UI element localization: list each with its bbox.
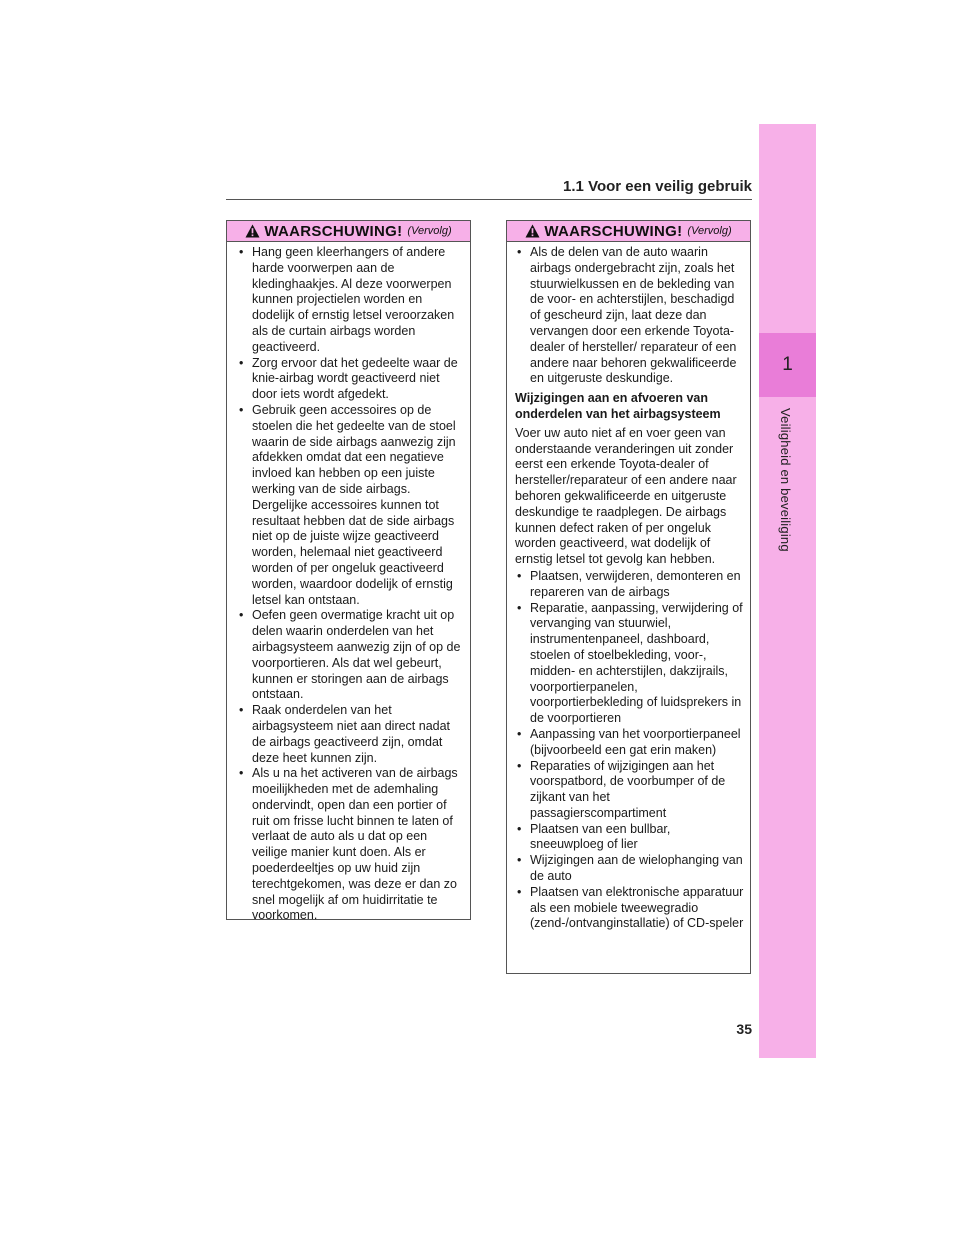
list-item: • Reparatie, aanpassing, verwijdering of vervanging van stuurwiel, instrumentenpaneel, dashboard, stoelen of stoelbekleding, voor-, midden- en achterstijlen, dakzijrails, voorportierpanelen, voorportierbekleding of luidsprekers in de voorportieren: [515, 601, 746, 727]
warning-triangle-icon: [245, 224, 260, 238]
list-item: • Plaatsen van elektronische apparatuur als een mobiele tweewegradio (zend-/ontvanginstallatie) of CD-speler: [515, 885, 746, 932]
body-paragraph: Voer uw auto niet af en voer geen van onderstaande veranderingen uit zonder eerst een erkende Toyota-dealer of hersteller/reparateur of een andere naar behoren gekwalificeerde en uitgeruste deskundige te raadplegen. De airbags kunnen defect raken of per ongeluk worden geactiveerd, wat dodelijk of ernstig letsel tot gevolg kan hebben.: [515, 425, 737, 567]
list-item: • Oefen geen overmatige kracht uit op delen waarin onderdelen van het airbagsysteem aanwezig zijn of op de voorportieren. Als dat wel gebeurt, kunnen er storingen aan de airbags ontstaan.: [237, 608, 464, 703]
warning-box-left: [226, 220, 471, 923]
list-item: • Reparaties of wijzigingen aan het voorspatbord, de voorbumper of de zijkant van het passagierscompartiment: [515, 759, 746, 822]
list-item: • Plaatsen van een bullbar, sneeuwploeg of lier: [515, 822, 746, 854]
list-item: • Zorg ervoor dat het gedeelte waar de knie-airbag wordt geactiveerd niet door iets wordt afgedekt.: [237, 356, 464, 403]
warning-title: WAARSCHUWING!: [544, 222, 683, 240]
warning-box-right: [506, 220, 751, 974]
warning-body: [507, 242, 750, 936]
list-item: • Wijzigingen aan de wielophanging van de auto: [515, 853, 746, 885]
section-header-title: 1.1 Voor een veilig gebruik: [563, 178, 752, 195]
warning-header: [507, 221, 750, 242]
list-item: • Als de delen van de auto waarin airbags ondergebracht zijn, zoals het stuurwielkussen en de bekleding van de voor- en achterstijlen, beschadigd of gescheurd zijn, laat deze dan vervangen door een erkende Toyota-dealer of hersteller/ reparateur of een andere naar behoren gekwalificeerde en uitgeruste deskundige.: [515, 245, 746, 387]
section-subheading: Wijzigingen aan en afvoeren van onderdelen van het airbagsysteem: [515, 391, 721, 421]
chapter-side-tab: [759, 124, 816, 1058]
warning-continued: (Vervolg): [407, 225, 452, 237]
list-item: • Aanpassing van het voorportierpaneel (bijvoorbeeld een gat erin maken): [515, 727, 746, 759]
warning-title: WAARSCHUWING!: [264, 222, 403, 240]
chapter-label: Veiligheid en beveiliging: [778, 408, 793, 552]
warning-continued: (Vervolg): [687, 225, 732, 237]
list-item: • Gebruik geen accessoires op de stoelen die het gedeelte van de stoel waarin de side airbags aanwezig zijn afdekken omdat dat een negatieve invloed kan hebben op een juiste werking van de side airbags. Dergelijke accessoires kunnen tot resultaat hebben dat de side airbags niet op de juiste wijze geactiveerd worden, helemaal niet geactiveerd worden of per ongeluk geactiveerd worden, waardoor dodelijk of ernstig letsel kan ontstaan.: [237, 403, 464, 608]
chapter-number: 1: [782, 354, 793, 375]
list-item: • Als u na het activeren van de airbags moeilijkheden met de ademhaling ondervindt, open dan een portier of ruit om frisse lucht binnen te laten of verlaat de auto als u dat op een veilige manier kunt doen. Als er poederdeeltjes op uw huid zijn terechtgekomen, was deze er dan zo snel mogelijk af om huidirritatie te voorkomen.: [237, 766, 464, 924]
page-number: 35: [736, 1021, 752, 1037]
warning-header: [227, 221, 470, 242]
warning-body: [227, 242, 470, 928]
list-item: • Raak onderdelen van het airbagsysteem niet aan direct nadat de airbags geactiveerd zijn, omdat deze heet kunnen zijn.: [237, 703, 464, 766]
list-item: • Plaatsen, verwijderen, demonteren en repareren van de airbags: [515, 569, 746, 601]
chapter-number-badge: [759, 333, 816, 397]
list-item: • Hang geen kleerhangers of andere harde voorwerpen aan de kledinghaakjes. Al deze voorwerpen kunnen projectielen worden en dodelijk of ernstig letsel veroorzaken als de curtain airbags worden geactiveerd.: [237, 245, 464, 356]
warning-triangle-icon: [525, 224, 540, 238]
header-divider: [226, 199, 752, 200]
